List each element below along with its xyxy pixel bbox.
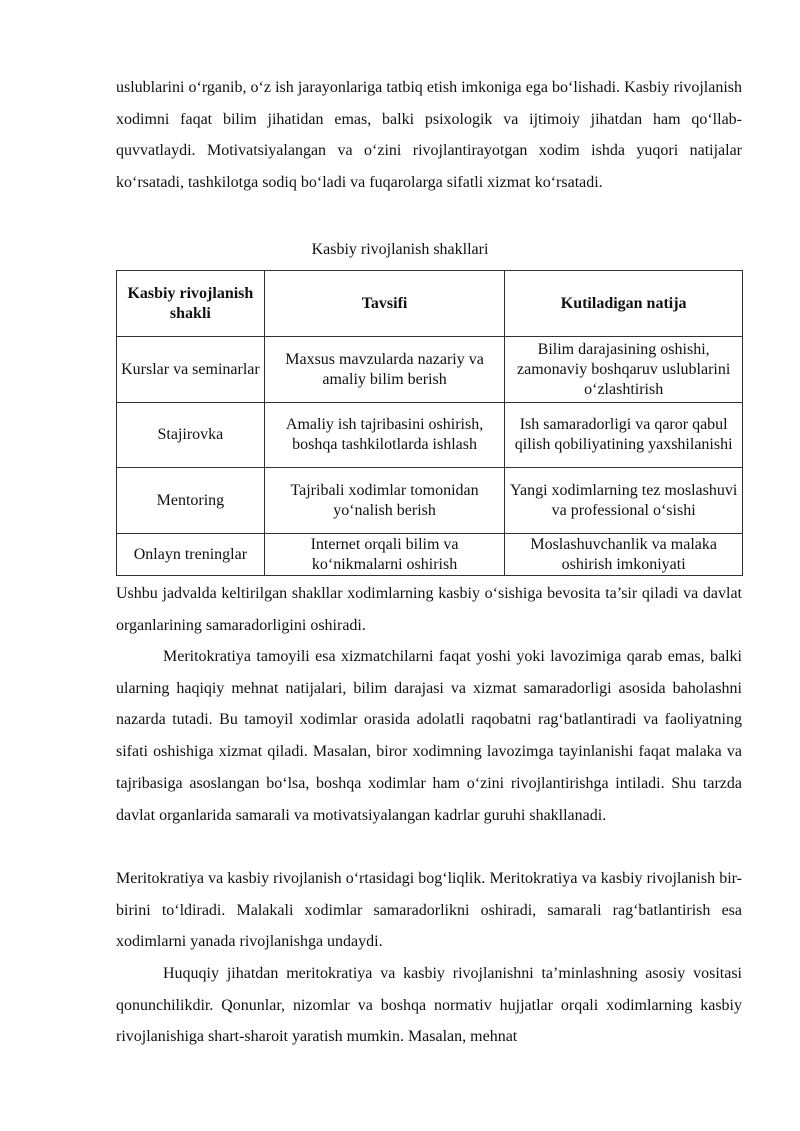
table-row (117, 337, 743, 403)
cell-form: Stajirovka (117, 403, 265, 468)
table-row (117, 403, 743, 468)
legal-paragraph: Huquqiy jihatdan meritokratiya va kasbiy rivojlanishni ta’minlashning asosiy vositasi qonunchilikdir. Qonunlar, nizomlar va boshqa normativ hujjatlar orqali xodimlarning kasbiy rivojlanishiga shart-sharoit yaratish mumkin. Masalan, mehnat (116, 965, 742, 1046)
cell-result: Moslashuvchanlik va malaka oshirish imkoniyati (505, 534, 743, 576)
cell-result: Yangi xodimlarning tez moslashuvi va professional o‘sishi (505, 468, 743, 534)
cell-result: Ish samaradorligi va qaror qabul qilish qobiliyatining yaxshilanishi (505, 403, 743, 468)
development-forms-table (116, 270, 743, 576)
cell-description: Maxsus mavzularda nazariy va amaliy bilim berish (264, 337, 505, 403)
table-row (117, 534, 743, 576)
intro-paragraph: uslublarini o‘rganib, o‘z ish jarayonlariga tatbiq etish imkoniga ega bo‘lishadi. Kasbiy rivojlanish xodimni faqat bilim jihatidan emas, balki psixologik va ijtimoiy jihatdan ham qo‘llab-quvvatlaydi. Motivatsiyalangan va o‘zini rivojlantirayotgan xodim ishda yuqori natijalar ko‘rsatadi, tashkilotga sodiq bo‘ladi va fuqarolarga sifatli xizmat ko‘rsatadi. (116, 79, 742, 192)
after-table-paragraph: Ushbu jadvalda keltirilgan shakllar xodimlarning kasbiy o‘sishiga bevosita ta’sir qiladi va davlat organlarining samaradorligini oshiradi. (116, 585, 742, 634)
meritocracy-paragraph: Meritokratiya tamoyili esa xizmatchilarni faqat yoshi yoki lavozimiga qarab emas, balki ularning haqiqiy mehnat natijalari, bilim darajasi va xizmat samaradorligi asosida baholashni nazarda tutadi. Bu tamoyil xodimlar orasida adolatli raqobatni rag‘batlantiradi va faoliyatning sifati oshishiga xizmat qiladi. Masalan, biror xodimning lavozimga tayinlanishi faqat malaka va tajribasiga asoslangan bo‘lsa, boshqa xodimlar ham o‘zini rivojlantirishga intiladi. Shu tarzda davlat organlarida samarali va motivatsiyalangan kadrlar guruhi shakllanadi. (116, 648, 742, 824)
cell-description: Tajribali xodimlar tomonidan yo‘nalish berish (264, 468, 505, 534)
header-form: Kasbiy rivojlanish shakli (117, 271, 265, 337)
cell-description: Internet orqali bilim va ko‘nikmalarni oshirish (264, 534, 505, 576)
header-description: Tavsifi (264, 271, 505, 337)
cell-form: Kurslar va seminarlar (117, 337, 265, 403)
cell-description: Amaliy ish tajribasini oshirish, boshqa tashkilotlarda ishlash (264, 403, 505, 468)
table-header-row (117, 271, 743, 337)
header-expected-result: Kutiladigan natija (505, 271, 743, 337)
cell-form: Mentoring (117, 468, 265, 534)
cell-result: Bilim darajasining oshishi, zamonaviy boshqaruv uslublarini o‘zlashtirish (505, 337, 743, 403)
table-row (117, 468, 743, 534)
link-paragraph: Meritokratiya va kasbiy rivojlanish o‘rtasidagi bog‘liqlik. Meritokratiya va kasbiy rivojlanish bir-birini to‘ldiradi. Malakali xodimlar samaradorlikni oshiradi, samarali rag‘batlantirish esa xodimlarni yanada rivojlanishga undaydi. (116, 870, 742, 951)
table-caption: Kasbiy rivojlanish shakllari (311, 241, 489, 258)
cell-form: Onlayn treninglar (117, 534, 265, 576)
